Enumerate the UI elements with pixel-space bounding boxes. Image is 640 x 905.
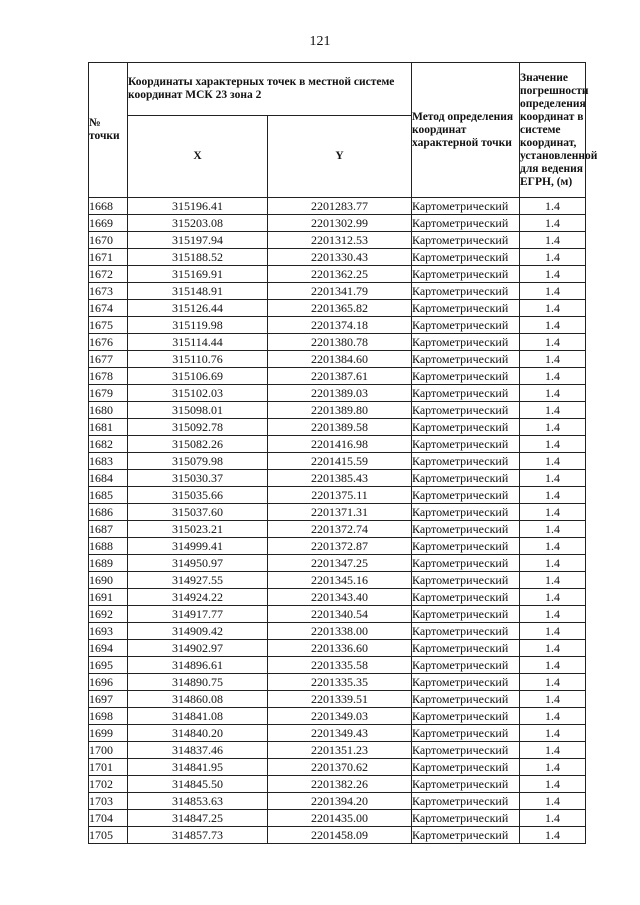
cell-x: 315148.91 [128, 283, 268, 300]
cell-accuracy: 1.4 [520, 538, 586, 555]
cell-accuracy: 1.4 [520, 283, 586, 300]
cell-x: 315110.76 [128, 351, 268, 368]
table-row [89, 317, 586, 334]
cell-y: 2201416.98 [268, 436, 412, 453]
cell-x: 315169.91 [128, 266, 268, 283]
cell-x: 314927.55 [128, 572, 268, 589]
cell-accuracy: 1.4 [520, 470, 586, 487]
table-row [89, 385, 586, 402]
cell-method: Картометрический [412, 436, 520, 453]
cell-point-number: 1704 [89, 810, 128, 827]
cell-accuracy: 1.4 [520, 623, 586, 640]
cell-point-number: 1669 [89, 215, 128, 232]
header-x: X [128, 116, 268, 198]
header-accuracy: Значение погрешности определения координат в системе координат, установленной для ведения ЕГРН, (м) [520, 63, 586, 198]
cell-accuracy: 1.4 [520, 725, 586, 742]
cell-x: 315106.69 [128, 368, 268, 385]
cell-accuracy: 1.4 [520, 436, 586, 453]
cell-x: 315023.21 [128, 521, 268, 538]
table-row [89, 487, 586, 504]
cell-y: 2201415.59 [268, 453, 412, 470]
cell-point-number: 1693 [89, 623, 128, 640]
cell-method: Картометрический [412, 793, 520, 810]
table-row [89, 504, 586, 521]
cell-y: 2201382.26 [268, 776, 412, 793]
cell-x: 314999.41 [128, 538, 268, 555]
cell-point-number: 1697 [89, 691, 128, 708]
cell-y: 2201387.61 [268, 368, 412, 385]
cell-point-number: 1674 [89, 300, 128, 317]
cell-method: Картометрический [412, 368, 520, 385]
cell-y: 2201372.87 [268, 538, 412, 555]
table-row [89, 674, 586, 691]
cell-y: 2201338.00 [268, 623, 412, 640]
table-row [89, 436, 586, 453]
cell-accuracy: 1.4 [520, 691, 586, 708]
cell-method: Картометрический [412, 470, 520, 487]
cell-point-number: 1696 [89, 674, 128, 691]
cell-x: 315098.01 [128, 402, 268, 419]
cell-method: Картометрический [412, 487, 520, 504]
cell-x: 314853.63 [128, 793, 268, 810]
cell-y: 2201389.58 [268, 419, 412, 436]
cell-method: Картометрический [412, 776, 520, 793]
cell-y: 2201335.58 [268, 657, 412, 674]
cell-y: 2201371.31 [268, 504, 412, 521]
cell-point-number: 1681 [89, 419, 128, 436]
cell-point-number: 1694 [89, 640, 128, 657]
cell-y: 2201335.35 [268, 674, 412, 691]
cell-y: 2201374.18 [268, 317, 412, 334]
cell-method: Картометрический [412, 266, 520, 283]
cell-y: 2201389.80 [268, 402, 412, 419]
cell-accuracy: 1.4 [520, 351, 586, 368]
cell-point-number: 1699 [89, 725, 128, 742]
cell-y: 2201302.99 [268, 215, 412, 232]
cell-x: 314924.22 [128, 589, 268, 606]
table-row [89, 793, 586, 810]
cell-accuracy: 1.4 [520, 674, 586, 691]
header-y: Y [268, 116, 412, 198]
header-coordinates-group: Координаты характерных точек в местной системе координат МСК 23 зона 2 [128, 63, 412, 116]
cell-x: 315102.03 [128, 385, 268, 402]
cell-y: 2201394.20 [268, 793, 412, 810]
cell-method: Картометрический [412, 657, 520, 674]
cell-accuracy: 1.4 [520, 317, 586, 334]
table-row [89, 249, 586, 266]
cell-method: Картометрический [412, 351, 520, 368]
cell-point-number: 1683 [89, 453, 128, 470]
cell-y: 2201349.43 [268, 725, 412, 742]
cell-point-number: 1686 [89, 504, 128, 521]
table-row [89, 759, 586, 776]
table-row [89, 470, 586, 487]
cell-accuracy: 1.4 [520, 742, 586, 759]
table-row [89, 300, 586, 317]
table-row [89, 640, 586, 657]
cell-accuracy: 1.4 [520, 810, 586, 827]
table-row [89, 810, 586, 827]
table-row [89, 283, 586, 300]
table-row [89, 368, 586, 385]
cell-point-number: 1701 [89, 759, 128, 776]
table-row [89, 742, 586, 759]
cell-accuracy: 1.4 [520, 198, 586, 215]
cell-accuracy: 1.4 [520, 657, 586, 674]
cell-x: 314896.61 [128, 657, 268, 674]
cell-method: Картометрический [412, 453, 520, 470]
cell-x: 314837.46 [128, 742, 268, 759]
cell-point-number: 1679 [89, 385, 128, 402]
cell-accuracy: 1.4 [520, 334, 586, 351]
cell-y: 2201345.16 [268, 572, 412, 589]
header-point-number: № точки [89, 63, 128, 198]
table-row [89, 232, 586, 249]
cell-method: Картометрический [412, 402, 520, 419]
table-row [89, 589, 586, 606]
cell-point-number: 1702 [89, 776, 128, 793]
cell-x: 314860.08 [128, 691, 268, 708]
cell-y: 2201458.09 [268, 827, 412, 844]
table-row [89, 351, 586, 368]
cell-point-number: 1684 [89, 470, 128, 487]
cell-method: Картометрический [412, 640, 520, 657]
cell-method: Картометрический [412, 572, 520, 589]
cell-accuracy: 1.4 [520, 385, 586, 402]
cell-accuracy: 1.4 [520, 555, 586, 572]
cell-method: Картометрический [412, 385, 520, 402]
cell-method: Картометрический [412, 521, 520, 538]
cell-x: 315126.44 [128, 300, 268, 317]
cell-accuracy: 1.4 [520, 640, 586, 657]
cell-accuracy: 1.4 [520, 419, 586, 436]
cell-method: Картометрический [412, 589, 520, 606]
cell-x: 315082.26 [128, 436, 268, 453]
cell-accuracy: 1.4 [520, 827, 586, 844]
cell-y: 2201341.79 [268, 283, 412, 300]
cell-x: 314845.50 [128, 776, 268, 793]
cell-y: 2201370.62 [268, 759, 412, 776]
cell-accuracy: 1.4 [520, 249, 586, 266]
cell-y: 2201349.03 [268, 708, 412, 725]
table-row [89, 606, 586, 623]
table-row [89, 215, 586, 232]
cell-method: Картометрический [412, 708, 520, 725]
cell-method: Картометрический [412, 725, 520, 742]
cell-point-number: 1689 [89, 555, 128, 572]
cell-method: Картометрический [412, 623, 520, 640]
cell-method: Картометрический [412, 300, 520, 317]
cell-y: 2201330.43 [268, 249, 412, 266]
cell-y: 2201336.60 [268, 640, 412, 657]
cell-accuracy: 1.4 [520, 606, 586, 623]
cell-x: 314841.08 [128, 708, 268, 725]
table-row [89, 334, 586, 351]
cell-point-number: 1692 [89, 606, 128, 623]
cell-x: 315119.98 [128, 317, 268, 334]
cell-method: Картометрический [412, 759, 520, 776]
cell-method: Картометрический [412, 674, 520, 691]
cell-accuracy: 1.4 [520, 521, 586, 538]
cell-method: Картометрический [412, 504, 520, 521]
cell-y: 2201385.43 [268, 470, 412, 487]
cell-x: 314950.97 [128, 555, 268, 572]
cell-y: 2201380.78 [268, 334, 412, 351]
cell-x: 315037.60 [128, 504, 268, 521]
cell-y: 2201343.40 [268, 589, 412, 606]
cell-point-number: 1680 [89, 402, 128, 419]
cell-x: 315035.66 [128, 487, 268, 504]
table-row [89, 538, 586, 555]
cell-y: 2201384.60 [268, 351, 412, 368]
cell-x: 314890.75 [128, 674, 268, 691]
cell-method: Картометрический [412, 198, 520, 215]
cell-y: 2201365.82 [268, 300, 412, 317]
cell-y: 2201347.25 [268, 555, 412, 572]
header-method: Метод определения координат характерной точки [412, 63, 520, 198]
cell-point-number: 1677 [89, 351, 128, 368]
cell-point-number: 1698 [89, 708, 128, 725]
cell-accuracy: 1.4 [520, 504, 586, 521]
cell-accuracy: 1.4 [520, 402, 586, 419]
table-row [89, 572, 586, 589]
cell-x: 314902.97 [128, 640, 268, 657]
cell-point-number: 1668 [89, 198, 128, 215]
cell-x: 315079.98 [128, 453, 268, 470]
cell-point-number: 1685 [89, 487, 128, 504]
cell-x: 314847.25 [128, 810, 268, 827]
cell-method: Картометрический [412, 334, 520, 351]
table-row [89, 402, 586, 419]
cell-accuracy: 1.4 [520, 300, 586, 317]
cell-y: 2201362.25 [268, 266, 412, 283]
page-number: 121 [309, 34, 331, 49]
cell-y: 2201435.00 [268, 810, 412, 827]
table-row [89, 453, 586, 470]
cell-x: 314909.42 [128, 623, 268, 640]
cell-method: Картометрический [412, 810, 520, 827]
cell-point-number: 1682 [89, 436, 128, 453]
cell-method: Картометрический [412, 691, 520, 708]
cell-point-number: 1671 [89, 249, 128, 266]
cell-point-number: 1690 [89, 572, 128, 589]
table-row [89, 555, 586, 572]
cell-point-number: 1703 [89, 793, 128, 810]
cell-x: 315197.94 [128, 232, 268, 249]
cell-accuracy: 1.4 [520, 215, 586, 232]
cell-y: 2201283.77 [268, 198, 412, 215]
cell-accuracy: 1.4 [520, 487, 586, 504]
table-row [89, 691, 586, 708]
cell-method: Картометрический [412, 538, 520, 555]
table-row [89, 198, 586, 215]
cell-accuracy: 1.4 [520, 572, 586, 589]
cell-point-number: 1676 [89, 334, 128, 351]
table-row [89, 521, 586, 538]
table-row [89, 419, 586, 436]
cell-accuracy: 1.4 [520, 266, 586, 283]
cell-method: Картометрический [412, 419, 520, 436]
table-row [89, 827, 586, 844]
cell-method: Картометрический [412, 606, 520, 623]
cell-accuracy: 1.4 [520, 793, 586, 810]
cell-method: Картометрический [412, 555, 520, 572]
table-body [89, 198, 586, 844]
cell-y: 2201375.11 [268, 487, 412, 504]
cell-accuracy: 1.4 [520, 232, 586, 249]
table-row [89, 623, 586, 640]
cell-point-number: 1695 [89, 657, 128, 674]
cell-point-number: 1675 [89, 317, 128, 334]
cell-point-number: 1672 [89, 266, 128, 283]
cell-x: 315196.41 [128, 198, 268, 215]
cell-point-number: 1678 [89, 368, 128, 385]
cell-point-number: 1705 [89, 827, 128, 844]
cell-method: Картометрический [412, 742, 520, 759]
cell-y: 2201312.53 [268, 232, 412, 249]
cell-y: 2201339.51 [268, 691, 412, 708]
cell-point-number: 1687 [89, 521, 128, 538]
cell-point-number: 1673 [89, 283, 128, 300]
cell-y: 2201389.03 [268, 385, 412, 402]
table-row [89, 708, 586, 725]
cell-accuracy: 1.4 [520, 368, 586, 385]
cell-x: 314917.77 [128, 606, 268, 623]
cell-method: Картометрический [412, 283, 520, 300]
cell-method: Картометрический [412, 215, 520, 232]
cell-point-number: 1688 [89, 538, 128, 555]
cell-accuracy: 1.4 [520, 453, 586, 470]
cell-method: Картометрический [412, 249, 520, 266]
cell-method: Картометрический [412, 827, 520, 844]
cell-x: 315030.37 [128, 470, 268, 487]
table-header [89, 63, 598, 198]
cell-x: 314857.73 [128, 827, 268, 844]
cell-x: 315114.44 [128, 334, 268, 351]
cell-accuracy: 1.4 [520, 589, 586, 606]
cell-accuracy: 1.4 [520, 759, 586, 776]
cell-point-number: 1691 [89, 589, 128, 606]
cell-point-number: 1670 [89, 232, 128, 249]
cell-x: 315203.08 [128, 215, 268, 232]
table-row [89, 776, 586, 793]
cell-x: 314840.20 [128, 725, 268, 742]
cell-y: 2201340.54 [268, 606, 412, 623]
cell-x: 315092.78 [128, 419, 268, 436]
cell-point-number: 1700 [89, 742, 128, 759]
cell-accuracy: 1.4 [520, 776, 586, 793]
cell-y: 2201372.74 [268, 521, 412, 538]
table-row [89, 725, 586, 742]
cell-accuracy: 1.4 [520, 708, 586, 725]
cell-y: 2201351.23 [268, 742, 412, 759]
table-row [89, 657, 586, 674]
coordinates-table [88, 62, 598, 844]
cell-x: 314841.95 [128, 759, 268, 776]
cell-method: Картометрический [412, 232, 520, 249]
table-row [89, 266, 586, 283]
cell-method: Картометрический [412, 317, 520, 334]
cell-x: 315188.52 [128, 249, 268, 266]
